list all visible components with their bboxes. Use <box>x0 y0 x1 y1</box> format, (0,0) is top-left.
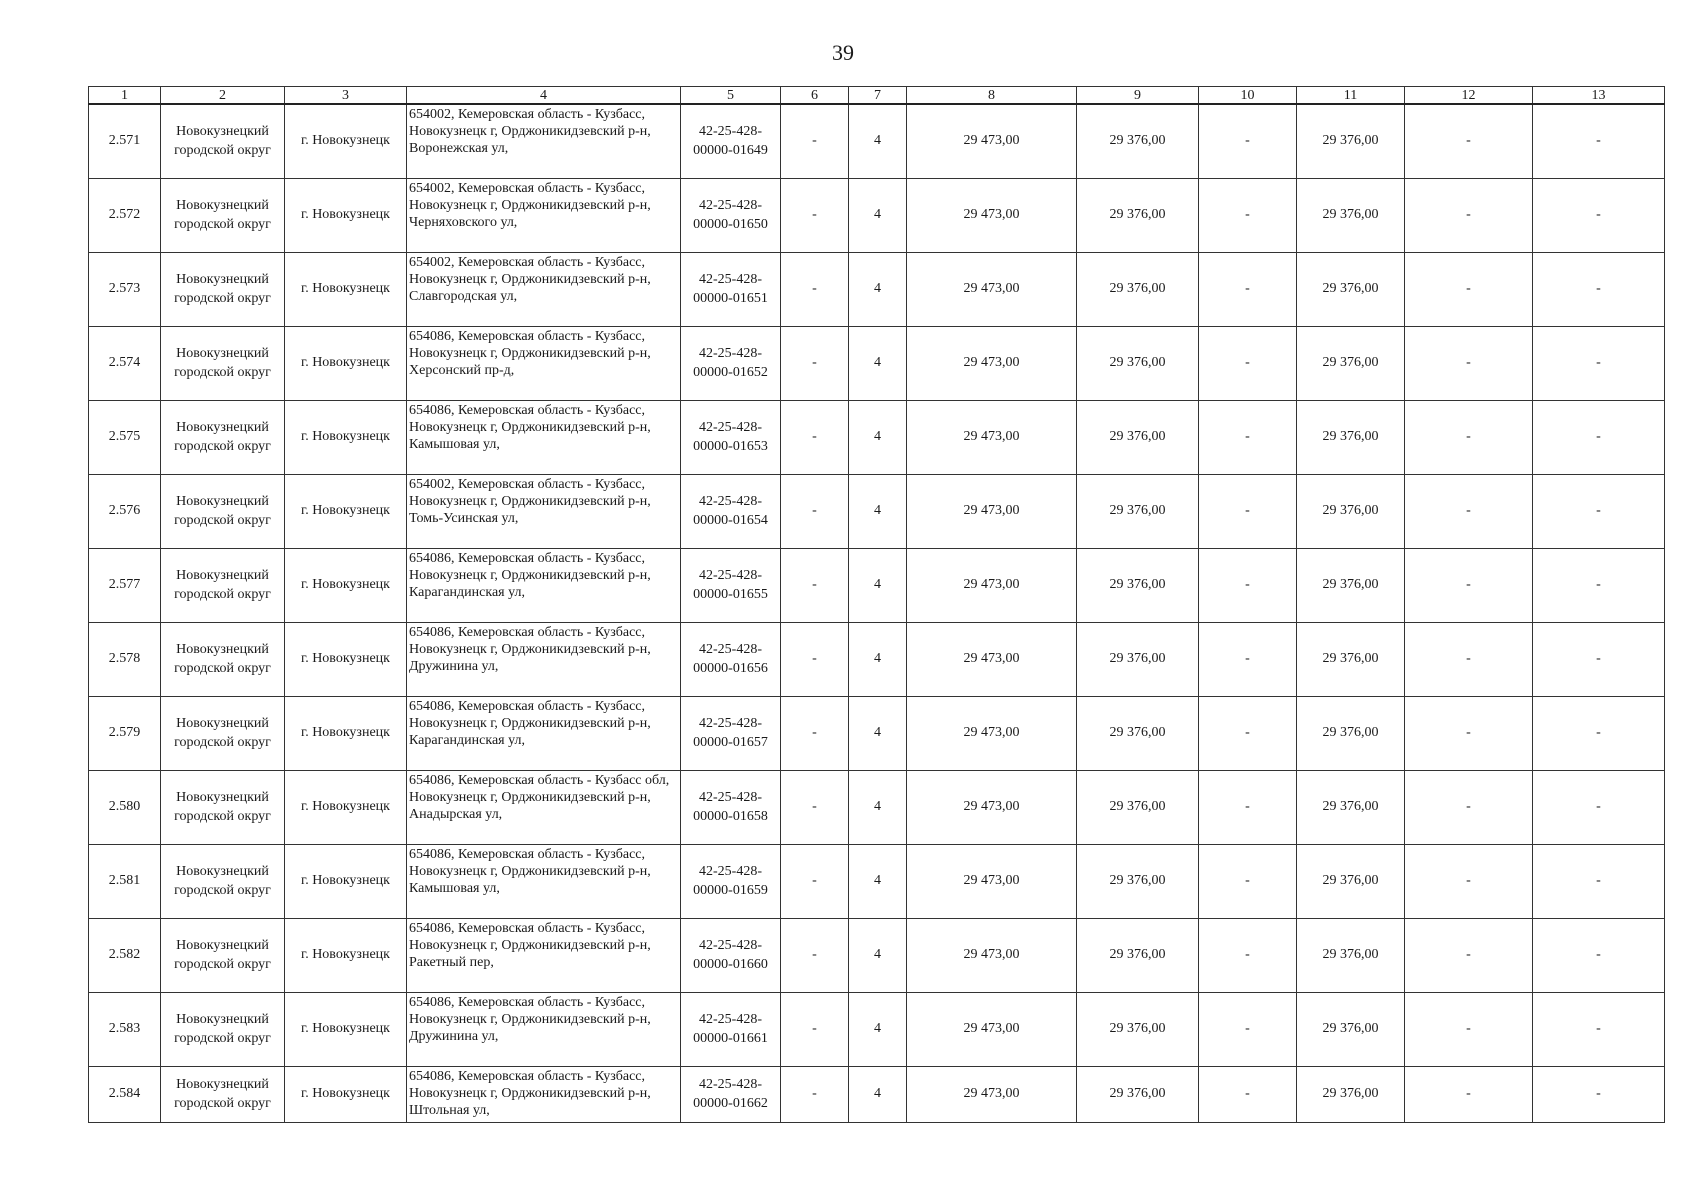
col-7-cell: 4 <box>849 326 907 400</box>
municipality-cell <box>161 400 285 474</box>
col-11-cell: 29 376,00 <box>1297 844 1405 918</box>
column-number-row <box>89 87 1665 105</box>
code-cell-line-1: 42-25-428- <box>699 642 762 657</box>
col-6-cell: - <box>781 770 849 844</box>
col-11-cell: 29 376,00 <box>1297 400 1405 474</box>
col-11-cell: 29 376,00 <box>1297 992 1405 1066</box>
code-cell-line-2: 00000-01660 <box>693 957 768 972</box>
col-8-cell: 29 473,00 <box>907 1066 1077 1122</box>
col-12-cell: - <box>1405 548 1533 622</box>
row-number-cell: 2.581 <box>89 844 161 918</box>
locality-cell: г. Новокузнецк <box>285 696 407 770</box>
col-11-cell: 29 376,00 <box>1297 474 1405 548</box>
code-cell-line-1: 42-25-428- <box>699 1077 762 1092</box>
row-number-cell: 2.578 <box>89 622 161 696</box>
code-cell <box>681 1066 781 1122</box>
address-cell: 654086, Кемеровская область - Кузбасс, Новокузнецк г, Орджоникидзевский р-н, Дружинина ул, <box>407 622 681 696</box>
code-cell <box>681 104 781 178</box>
municipality-cell-line-1: Новокузнецкий <box>176 790 269 805</box>
municipality-cell <box>161 696 285 770</box>
col-10-cell: - <box>1199 992 1297 1066</box>
municipality-cell-line-2: городской округ <box>174 1096 271 1111</box>
col-13-cell: - <box>1533 252 1665 326</box>
col-8-cell: 29 473,00 <box>907 548 1077 622</box>
code-cell-line-2: 00000-01649 <box>693 143 768 159</box>
locality-cell: г. Новокузнецк <box>285 622 407 696</box>
address-cell: 654086, Кемеровская область - Кузбасс, Новокузнецк г, Орджоникидзевский р-н, Херсонский пр-д, <box>407 326 681 400</box>
col-12-cell: - <box>1405 400 1533 474</box>
col-10-cell: - <box>1199 1066 1297 1122</box>
col-7-cell: 4 <box>849 844 907 918</box>
municipality-cell-line-1: Новокузнецкий <box>176 864 269 879</box>
code-cell <box>681 918 781 992</box>
col-9-cell: 29 376,00 <box>1077 622 1199 696</box>
col-10-cell: - <box>1199 696 1297 770</box>
col-10-cell: - <box>1199 326 1297 400</box>
code-cell-line-1: 42-25-428- <box>699 716 762 731</box>
locality-cell: г. Новокузнецк <box>285 474 407 548</box>
municipality-cell-line-2: городской округ <box>174 587 271 602</box>
row-number-cell: 2.574 <box>89 326 161 400</box>
municipality-cell-line-1: Новокузнецкий <box>176 198 269 213</box>
col-8-cell: 29 473,00 <box>907 400 1077 474</box>
code-cell-line-1: 42-25-428- <box>699 272 762 287</box>
col-8-cell: 29 473,00 <box>907 474 1077 548</box>
municipality-cell-line-1: Новокузнецкий <box>176 642 269 657</box>
col-9-cell: 29 376,00 <box>1077 326 1199 400</box>
municipality-cell-line-1: Новокузнецкий <box>176 346 269 361</box>
address-cell: 654086, Кемеровская область - Кузбасс, Новокузнецк г, Орджоникидзевский р-н, Штольная ул, <box>407 1066 681 1122</box>
col-6-cell: - <box>781 622 849 696</box>
col-6-cell: - <box>781 992 849 1066</box>
col-9-cell: 29 376,00 <box>1077 548 1199 622</box>
col-8-cell: 29 473,00 <box>907 992 1077 1066</box>
col-6-cell: - <box>781 252 849 326</box>
code-cell-line-2: 00000-01654 <box>693 513 768 528</box>
col-12-cell: - <box>1405 178 1533 252</box>
table-body <box>89 104 1665 1122</box>
col-12-cell: - <box>1405 918 1533 992</box>
col-13-cell: - <box>1533 400 1665 474</box>
col-13-cell: - <box>1533 844 1665 918</box>
col-12-cell: - <box>1405 326 1533 400</box>
table-row <box>89 474 1665 548</box>
table-row <box>89 992 1665 1066</box>
col-13-cell: - <box>1533 474 1665 548</box>
code-cell <box>681 400 781 474</box>
col-10-cell: - <box>1199 104 1297 178</box>
col-12-cell: - <box>1405 844 1533 918</box>
municipality-cell-line-1: Новокузнецкий <box>176 938 269 953</box>
locality-cell: г. Новокузнецк <box>285 548 407 622</box>
col-7-cell: 4 <box>849 992 907 1066</box>
municipality-cell <box>161 770 285 844</box>
municipality-cell-line-2: городской округ <box>174 661 271 676</box>
address-cell: 654086, Кемеровская область - Кузбасс, Новокузнецк г, Орджоникидзевский р-н, Камышовая ул, <box>407 844 681 918</box>
col-7-cell: 4 <box>849 1066 907 1122</box>
code-cell-line-1: 42-25-428- <box>699 790 762 805</box>
col-11-cell: 29 376,00 <box>1297 918 1405 992</box>
column-number-header: 10 <box>1199 87 1297 105</box>
col-6-cell: - <box>781 178 849 252</box>
col-9-cell: 29 376,00 <box>1077 474 1199 548</box>
col-12-cell: - <box>1405 252 1533 326</box>
col-11-cell: 29 376,00 <box>1297 622 1405 696</box>
col-6-cell: - <box>781 844 849 918</box>
code-cell <box>681 252 781 326</box>
col-11-cell: 29 376,00 <box>1297 104 1405 178</box>
col-11-cell: 29 376,00 <box>1297 770 1405 844</box>
code-cell-line-2: 00000-01661 <box>693 1031 768 1046</box>
table-row <box>89 1066 1665 1122</box>
col-13-cell: - <box>1533 178 1665 252</box>
address-cell: 654086, Кемеровская область - Кузбасс, Новокузнецк г, Орджоникидзевский р-н, Камышовая ул, <box>407 400 681 474</box>
col-10-cell: - <box>1199 474 1297 548</box>
municipality-cell-line-2: городской округ <box>174 217 271 232</box>
table-row <box>89 770 1665 844</box>
col-13-cell: - <box>1533 1066 1665 1122</box>
col-13-cell: - <box>1533 548 1665 622</box>
col-6-cell: - <box>781 326 849 400</box>
address-cell: 654002, Кемеровская область - Кузбасс, Новокузнецк г, Орджоникидзевский р-н, Славгородская ул, <box>407 252 681 326</box>
col-8-cell: 29 473,00 <box>907 178 1077 252</box>
col-8-cell: 29 473,00 <box>907 252 1077 326</box>
code-cell-line-1: 42-25-428- <box>699 568 762 583</box>
address-cell: 654086, Кемеровская область - Кузбасс, Новокузнецк г, Орджоникидзевский р-н, Дружинина ул, <box>407 992 681 1066</box>
code-cell-line-1: 42-25-428- <box>699 938 762 953</box>
col-13-cell: - <box>1533 696 1665 770</box>
address-cell: 654002, Кемеровская область - Кузбасс, Новокузнецк г, Орджоникидзевский р-н, Черняховского ул, <box>407 178 681 252</box>
municipality-cell-line-2: городской округ <box>174 365 271 380</box>
locality-cell: г. Новокузнецк <box>285 252 407 326</box>
col-11-cell: 29 376,00 <box>1297 1066 1405 1122</box>
column-number-header: 11 <box>1297 87 1405 105</box>
code-cell <box>681 548 781 622</box>
code-cell <box>681 474 781 548</box>
col-10-cell: - <box>1199 622 1297 696</box>
code-cell-line-2: 00000-01650 <box>693 217 768 232</box>
code-cell <box>681 770 781 844</box>
municipality-cell-line-2: городской округ <box>174 291 271 306</box>
table-row <box>89 696 1665 770</box>
col-13-cell: - <box>1533 770 1665 844</box>
municipality-cell <box>161 918 285 992</box>
code-cell-line-1: 42-25-428- <box>699 494 762 509</box>
code-cell <box>681 696 781 770</box>
col-8-cell: 29 473,00 <box>907 326 1077 400</box>
code-cell <box>681 178 781 252</box>
col-13-cell: - <box>1533 104 1665 178</box>
col-9-cell: 29 376,00 <box>1077 992 1199 1066</box>
row-number-cell: 2.571 <box>89 104 161 178</box>
municipality-cell-line-2: городской округ <box>174 143 271 159</box>
municipality-cell-line-1: Новокузнецкий <box>176 494 269 509</box>
locality-cell: г. Новокузнецк <box>285 1066 407 1122</box>
municipality-cell-line-2: городской округ <box>174 735 271 750</box>
col-7-cell: 4 <box>849 252 907 326</box>
col-11-cell: 29 376,00 <box>1297 326 1405 400</box>
table-row <box>89 252 1665 326</box>
municipality-cell <box>161 1066 285 1122</box>
col-12-cell: - <box>1405 696 1533 770</box>
row-number-cell: 2.582 <box>89 918 161 992</box>
col-13-cell: - <box>1533 326 1665 400</box>
col-10-cell: - <box>1199 918 1297 992</box>
locality-cell: г. Новокузнецк <box>285 844 407 918</box>
column-number-header: 4 <box>407 87 681 105</box>
col-7-cell: 4 <box>849 548 907 622</box>
code-cell <box>681 992 781 1066</box>
col-12-cell: - <box>1405 622 1533 696</box>
code-cell-line-1: 42-25-428- <box>699 1012 762 1027</box>
table-row <box>89 178 1665 252</box>
municipality-cell <box>161 622 285 696</box>
col-12-cell: - <box>1405 1066 1533 1122</box>
code-cell-line-2: 00000-01656 <box>693 661 768 676</box>
col-9-cell: 29 376,00 <box>1077 400 1199 474</box>
code-cell-line-2: 00000-01651 <box>693 291 768 306</box>
col-11-cell: 29 376,00 <box>1297 548 1405 622</box>
column-number-header: 2 <box>161 87 285 105</box>
code-cell-line-1: 42-25-428- <box>699 420 762 435</box>
table-row <box>89 622 1665 696</box>
municipality-cell <box>161 104 285 178</box>
code-cell-line-1: 42-25-428- <box>699 864 762 879</box>
col-6-cell: - <box>781 474 849 548</box>
code-cell <box>681 326 781 400</box>
column-number-header: 13 <box>1533 87 1665 105</box>
code-cell <box>681 844 781 918</box>
col-9-cell: 29 376,00 <box>1077 1066 1199 1122</box>
table-row <box>89 844 1665 918</box>
row-number-cell: 2.577 <box>89 548 161 622</box>
col-7-cell: 4 <box>849 474 907 548</box>
col-9-cell: 29 376,00 <box>1077 918 1199 992</box>
col-13-cell: - <box>1533 622 1665 696</box>
locality-cell: г. Новокузнецк <box>285 178 407 252</box>
municipality-cell <box>161 178 285 252</box>
municipality-cell <box>161 548 285 622</box>
col-10-cell: - <box>1199 844 1297 918</box>
col-7-cell: 4 <box>849 400 907 474</box>
row-number-cell: 2.580 <box>89 770 161 844</box>
col-8-cell: 29 473,00 <box>907 104 1077 178</box>
locality-cell: г. Новокузнецк <box>285 992 407 1066</box>
column-number-header: 6 <box>781 87 849 105</box>
col-13-cell: - <box>1533 918 1665 992</box>
registry-table <box>88 86 1665 1123</box>
col-12-cell: - <box>1405 770 1533 844</box>
col-9-cell: 29 376,00 <box>1077 104 1199 178</box>
col-8-cell: 29 473,00 <box>907 844 1077 918</box>
table-row <box>89 918 1665 992</box>
col-6-cell: - <box>781 104 849 178</box>
col-8-cell: 29 473,00 <box>907 770 1077 844</box>
col-8-cell: 29 473,00 <box>907 918 1077 992</box>
code-cell-line-2: 00000-01657 <box>693 735 768 750</box>
address-cell: 654086, Кемеровская область - Кузбасс, Новокузнецк г, Орджоникидзевский р-н, Карагандинская ул, <box>407 696 681 770</box>
municipality-cell-line-2: городской округ <box>174 957 271 972</box>
col-12-cell: - <box>1405 104 1533 178</box>
code-cell-line-2: 00000-01658 <box>693 809 768 824</box>
code-cell-line-1: 42-25-428- <box>699 124 762 140</box>
column-number-header: 9 <box>1077 87 1199 105</box>
col-6-cell: - <box>781 918 849 992</box>
code-cell-line-2: 00000-01652 <box>693 365 768 380</box>
col-7-cell: 4 <box>849 104 907 178</box>
municipality-cell-line-1: Новокузнецкий <box>176 124 269 140</box>
address-cell: 654086, Кемеровская область - Кузбасс, Новокузнецк г, Орджоникидзевский р-н, Карагандинская ул, <box>407 548 681 622</box>
col-10-cell: - <box>1199 252 1297 326</box>
col-6-cell: - <box>781 696 849 770</box>
col-8-cell: 29 473,00 <box>907 696 1077 770</box>
locality-cell: г. Новокузнецк <box>285 326 407 400</box>
row-number-cell: 2.583 <box>89 992 161 1066</box>
column-number-header: 12 <box>1405 87 1533 105</box>
table-row <box>89 400 1665 474</box>
col-6-cell: - <box>781 400 849 474</box>
column-number-header: 3 <box>285 87 407 105</box>
municipality-cell-line-1: Новокузнецкий <box>176 420 269 435</box>
row-number-cell: 2.575 <box>89 400 161 474</box>
address-cell: 654086, Кемеровская область - Кузбасс обл, Новокузнецк г, Орджоникидзевский р-н, Анадырская ул, <box>407 770 681 844</box>
code-cell-line-2: 00000-01662 <box>693 1096 768 1111</box>
municipality-cell <box>161 474 285 548</box>
col-9-cell: 29 376,00 <box>1077 696 1199 770</box>
col-11-cell: 29 376,00 <box>1297 696 1405 770</box>
code-cell-line-2: 00000-01655 <box>693 587 768 602</box>
col-10-cell: - <box>1199 178 1297 252</box>
table-row <box>89 548 1665 622</box>
code-cell-line-1: 42-25-428- <box>699 198 762 213</box>
locality-cell: г. Новокузнецк <box>285 400 407 474</box>
column-number-header: 5 <box>681 87 781 105</box>
municipality-cell-line-2: городской округ <box>174 883 271 898</box>
code-cell <box>681 622 781 696</box>
table-row <box>89 104 1665 178</box>
col-9-cell: 29 376,00 <box>1077 844 1199 918</box>
col-6-cell: - <box>781 1066 849 1122</box>
municipality-cell-line-2: городской округ <box>174 513 271 528</box>
municipality-cell-line-1: Новокузнецкий <box>176 568 269 583</box>
address-cell: 654002, Кемеровская область - Кузбасс, Новокузнецк г, Орджоникидзевский р-н, Воронежская ул, <box>407 104 681 178</box>
col-7-cell: 4 <box>849 622 907 696</box>
col-10-cell: - <box>1199 548 1297 622</box>
column-number-header: 7 <box>849 87 907 105</box>
col-10-cell: - <box>1199 400 1297 474</box>
table-row <box>89 326 1665 400</box>
row-number-cell: 2.584 <box>89 1066 161 1122</box>
col-11-cell: 29 376,00 <box>1297 252 1405 326</box>
col-7-cell: 4 <box>849 696 907 770</box>
col-7-cell: 4 <box>849 178 907 252</box>
municipality-cell-line-2: городской округ <box>174 1031 271 1046</box>
municipality-cell <box>161 992 285 1066</box>
code-cell-line-1: 42-25-428- <box>699 346 762 361</box>
col-12-cell: - <box>1405 992 1533 1066</box>
address-cell: 654086, Кемеровская область - Кузбасс, Новокузнецк г, Орджоникидзевский р-н, Ракетный пер, <box>407 918 681 992</box>
column-number-header: 8 <box>907 87 1077 105</box>
col-6-cell: - <box>781 548 849 622</box>
col-8-cell: 29 473,00 <box>907 622 1077 696</box>
municipality-cell <box>161 844 285 918</box>
locality-cell: г. Новокузнецк <box>285 104 407 178</box>
locality-cell: г. Новокузнецк <box>285 918 407 992</box>
col-9-cell: 29 376,00 <box>1077 252 1199 326</box>
col-7-cell: 4 <box>849 918 907 992</box>
row-number-cell: 2.573 <box>89 252 161 326</box>
code-cell-line-2: 00000-01653 <box>693 439 768 454</box>
municipality-cell <box>161 252 285 326</box>
locality-cell: г. Новокузнецк <box>285 770 407 844</box>
row-number-cell: 2.572 <box>89 178 161 252</box>
municipality-cell-line-2: городской округ <box>174 439 271 454</box>
municipality-cell-line-2: городской округ <box>174 809 271 824</box>
col-9-cell: 29 376,00 <box>1077 770 1199 844</box>
row-number-cell: 2.576 <box>89 474 161 548</box>
col-7-cell: 4 <box>849 770 907 844</box>
col-12-cell: - <box>1405 474 1533 548</box>
municipality-cell <box>161 326 285 400</box>
municipality-cell-line-1: Новокузнецкий <box>176 716 269 731</box>
municipality-cell-line-1: Новокузнецкий <box>176 272 269 287</box>
municipality-cell-line-1: Новокузнецкий <box>176 1012 269 1027</box>
row-number-cell: 2.579 <box>89 696 161 770</box>
code-cell-line-2: 00000-01659 <box>693 883 768 898</box>
column-number-header: 1 <box>89 87 161 105</box>
page-number: 39 <box>832 40 854 65</box>
col-9-cell: 29 376,00 <box>1077 178 1199 252</box>
col-13-cell: - <box>1533 992 1665 1066</box>
col-10-cell: - <box>1199 770 1297 844</box>
col-11-cell: 29 376,00 <box>1297 178 1405 252</box>
municipality-cell-line-1: Новокузнецкий <box>176 1077 269 1092</box>
address-cell: 654002, Кемеровская область - Кузбасс, Новокузнецк г, Орджоникидзевский р-н, Томь-Усинская ул, <box>407 474 681 548</box>
